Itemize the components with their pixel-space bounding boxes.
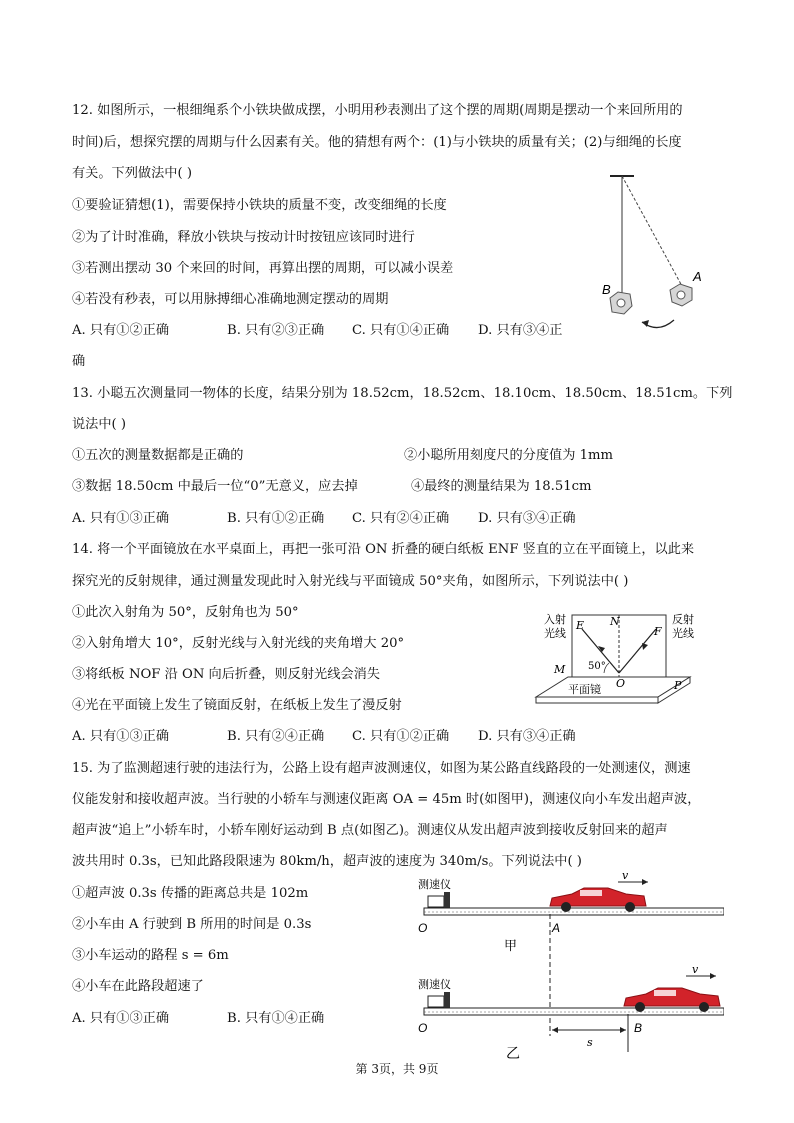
q14-statement-4: ④光在平面镜上发生了镜面反射，在纸板上发生了漫反射 — [72, 698, 402, 713]
q12-statement-1: ①要验证猜想(1)，需要保持小铁块的质量不变，改变细绳的长度 — [72, 198, 447, 213]
q15-statement-2: ②小车由 A 行驶到 B 所用的时间是 0.3s — [72, 917, 312, 932]
q13-statement-3: ③数据 18.50cm 中最后一位“0”无意义，应去掉 — [72, 479, 358, 494]
reflect-label-1: 反射 — [672, 613, 694, 626]
figure-jia-label: 甲 — [504, 939, 518, 954]
detector-bottom-icon — [428, 996, 444, 1007]
label-n: N — [610, 615, 620, 628]
q12-stem-line-2: 时间)后，想探究摆的周期与什么因素有关。他的猜想有两个：(1)与小铁块的质量有关；(2)与细绳的长度 — [72, 135, 682, 150]
q13-statement-1: ①五次的测量数据都是正确的 — [72, 448, 244, 463]
q15-stem-line-4: 波共用时 0.3s，已知此路段限速为 80km/h，超声波的速度为 340m/s。下列说法中( ) — [72, 854, 582, 869]
velocity-label-bottom: v — [692, 963, 699, 976]
figure-yi-label: 乙 — [506, 1046, 520, 1062]
q14-stem-line-2: 探究光的反射规律，通过测量发现此时入射光线与平面镜成 50°夹角，如图所示，下列说法中( ) — [72, 574, 629, 589]
q15-option-a: A. 只有①③正确 — [72, 1011, 170, 1026]
q13-option-d: D. 只有③④正确 — [478, 511, 576, 526]
q13-option-a: A. 只有①③正确 — [72, 511, 170, 526]
q14-stem-line-1: 14. 将一个平面镜放在水平桌面上，再把一张可沿 ON 折叠的硬白纸板 ENF 竖直的立在平面镜上，以此来 — [72, 542, 695, 557]
origin-label-bottom: O — [418, 1021, 428, 1035]
q14-statement-2: ②入射角增大 10°，反射光线与入射光线的夹角增大 20° — [72, 636, 405, 651]
q15-option-b: B. 只有①④正确 — [227, 1011, 325, 1026]
reflect-label-2: 光线 — [672, 627, 694, 640]
q13-statement-4: ④最终的测量结果为 18.51cm — [411, 479, 592, 494]
q14-option-b: B. 只有②④正确 — [227, 729, 325, 744]
q12-statement-4: ④若没有秒表，可以用脉搏细心准确地测定摆动的周期 — [72, 292, 389, 307]
nut-b-icon — [610, 292, 632, 314]
q15-statement-3: ③小车运动的路程 s = 6m — [72, 948, 229, 963]
label-m: M — [554, 663, 566, 676]
q15-stem-line-3: 超声波“追上”小轿车时，小轿车刚好运动到 B 点(如图乙)。测速仪从发出超声波到接收反射回来的超声 — [72, 823, 668, 838]
q14-statement-1: ①此次入射角为 50°，反射角也为 50° — [72, 605, 299, 620]
q12-option-c: C. 只有①④正确 — [352, 323, 450, 338]
q12-stem-line-1: 12. 如图所示，一根细绳系个小铁块做成摆，小明用秒表测出了这个摆的周期(周期是摆动一个来回所用的 — [72, 103, 683, 118]
q15-stem-line-1: 15. 为了监测超速行驶的违法行为，公路上设有超声波测速仪，如图为某公路直线路段的一处测速仪，测速 — [72, 761, 691, 776]
q13-option-b: B. 只有①②正确 — [227, 511, 325, 526]
q12-statement-3: ③若测出摆动 30 个来回的时间，再算出摆的周期，可以减小误差 — [72, 261, 454, 276]
q14-option-d: D. 只有③④正确 — [478, 729, 576, 744]
device-label-top: 测速仪 — [418, 878, 451, 891]
point-a-label: A — [552, 921, 561, 935]
point-b-label: B — [634, 1021, 643, 1035]
q14-statement-3: ③将纸板 NOF 沿 ON 向后折叠，则反射光线会消失 — [72, 667, 380, 682]
detector-top-emitter — [444, 892, 450, 910]
q12-option-d: D. 只有③④正 — [478, 323, 563, 338]
detector-top-icon — [428, 896, 444, 907]
angle-label: 50° — [588, 661, 606, 672]
q12-option-b: B. 只有②③正确 — [227, 323, 325, 338]
label-e: E — [576, 619, 585, 632]
q14-option-c: C. 只有①②正确 — [352, 729, 450, 744]
q13-stem-line-1: 13. 小聪五次测量同一物体的长度，结果分别为 18.52cm，18.52cm、18.10cm、18.50cm、18.51cm。下列 — [72, 386, 733, 401]
q13-statement-2: ②小聪所用刻度尺的分度值为 1mm — [404, 448, 614, 463]
origin-label-top: O — [418, 921, 428, 935]
q14-option-a: A. 只有①③正确 — [72, 729, 170, 744]
pendulum-label-b: B — [602, 282, 611, 297]
incident-label-1: 入射 — [544, 613, 566, 626]
speed-detector-figure — [412, 870, 724, 1062]
nut-a-icon — [670, 284, 692, 306]
incident-label-2: 光线 — [544, 627, 566, 640]
label-f: F — [654, 625, 662, 638]
device-label-bottom: 测速仪 — [418, 978, 451, 991]
q12-option-d-wrap: 确 — [72, 354, 86, 369]
road-bottom — [424, 1008, 724, 1015]
q13-option-c: C. 只有②④正确 — [352, 511, 450, 526]
pendulum-label-a: A — [693, 269, 702, 284]
distance-s-label: s — [587, 1036, 593, 1049]
velocity-label-top: v — [622, 870, 629, 882]
q15-stem-line-2: 仪能发射和接收超声波。当行驶的小轿车与测速仪距离 OA = 45m 时(如图甲)，测速仪向小车发出超声波， — [72, 792, 701, 807]
page-number: 第 3页，共 9页 — [355, 1062, 439, 1076]
mirror-label: 平面镜 — [568, 683, 601, 696]
label-o: O — [616, 677, 626, 690]
reflection-figure — [532, 607, 730, 707]
detector-bottom-emitter — [444, 992, 450, 1010]
q13-stem-line-2: 说法中( ) — [72, 417, 127, 432]
q12-option-a: A. 只有①②正确 — [72, 323, 170, 338]
road-top — [424, 908, 724, 915]
q12-stem-line-3: 有关。下列做法中( ) — [72, 166, 192, 181]
pendulum-figure — [596, 168, 716, 350]
q12-statement-2: ②为了计时准确，释放小铁块与按动计时按钮应该同时进行 — [72, 230, 415, 245]
q15-statement-4: ④小车在此路段超速了 — [72, 979, 204, 994]
label-p: P — [674, 679, 682, 692]
q15-statement-1: ①超声波 0.3s 传播的距离总共是 102m — [72, 886, 309, 901]
